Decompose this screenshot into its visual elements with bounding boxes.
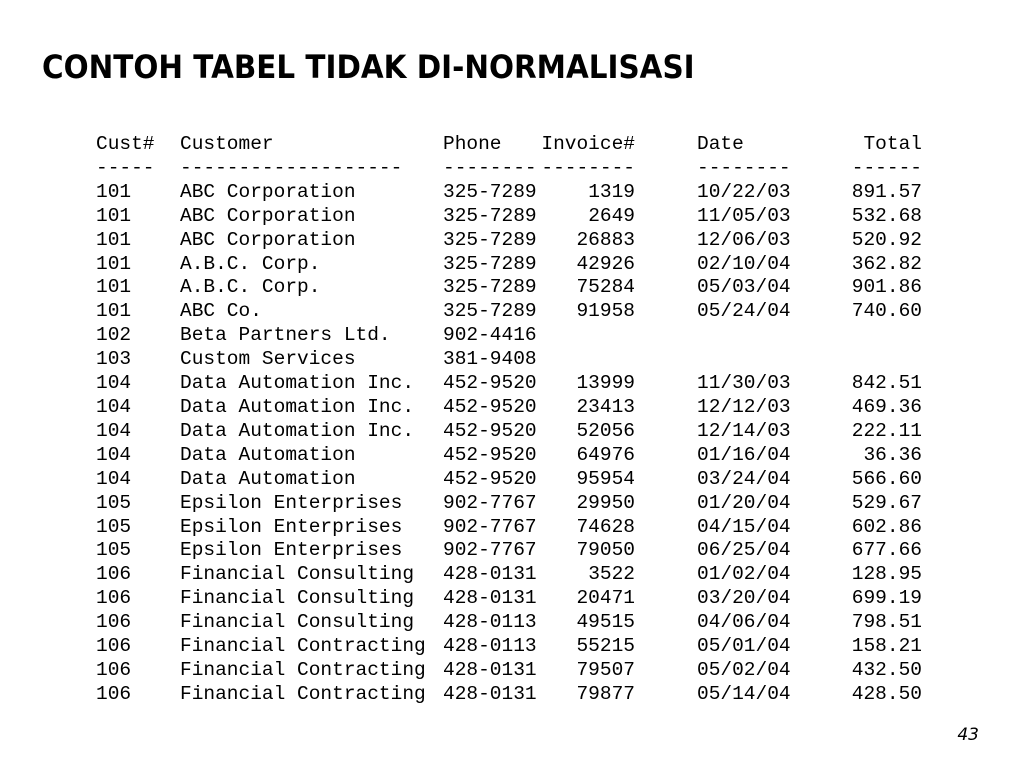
cell-cust: 105	[96, 539, 132, 562]
cell-phone: 325-7289	[443, 204, 537, 227]
column-gap	[635, 468, 697, 492]
cell-phone: 325-7289	[443, 300, 537, 323]
cell-invoice: 79050	[576, 539, 635, 562]
invoice-table	[96, 133, 922, 707]
cell-phone: 428-0131	[443, 587, 537, 610]
cell-date: 05/01/04	[697, 635, 791, 658]
cell-date: 11/30/03	[697, 372, 791, 395]
cell-phone: 325-7289	[443, 252, 537, 275]
cell-cust: 101	[96, 252, 132, 275]
cell-date: 12/12/03	[697, 395, 791, 418]
cell-invoice: 74628	[576, 515, 635, 538]
column-gap	[635, 300, 697, 324]
cell-cust: 104	[96, 467, 132, 490]
table-row	[96, 253, 922, 277]
cell-date: 05/24/04	[697, 300, 791, 323]
cell-total: 529.67	[851, 491, 922, 514]
cell-phone: 325-7289	[443, 228, 537, 251]
cell-invoice: 29950	[576, 491, 635, 514]
cell-invoice: 3522	[588, 563, 635, 586]
cell-customer: Financial Contracting	[180, 682, 426, 705]
column-gap	[635, 205, 697, 229]
column-gap	[635, 276, 697, 300]
cell-phone: 902-7767	[443, 539, 537, 562]
cell-date: 01/02/04	[697, 563, 791, 586]
cell-date	[697, 348, 817, 372]
cell-cust: 104	[96, 372, 132, 395]
cell-cust: 103	[96, 348, 132, 371]
cell-total: 699.19	[851, 587, 922, 610]
cell-total: 842.51	[851, 372, 922, 395]
cell-phone: 428-0131	[443, 658, 537, 681]
cell-invoice: 13999	[576, 372, 635, 395]
cell-total	[817, 324, 922, 348]
column-gap	[635, 324, 697, 348]
cell-phone: 452-9520	[443, 372, 537, 395]
cell-total: 602.86	[851, 515, 922, 538]
cell-customer: Epsilon Enterprises	[180, 539, 403, 562]
cell-date: 12/14/03	[697, 419, 791, 442]
table-row	[96, 539, 922, 563]
cell-total: 901.86	[851, 276, 922, 299]
cell-total: 222.11	[851, 419, 922, 442]
column-gap	[635, 157, 697, 181]
cell-date: 12/06/03	[697, 228, 791, 251]
cell-cust: 101	[96, 276, 132, 299]
cell-total	[817, 348, 922, 372]
cell-customer: Data Automation Inc.	[180, 419, 415, 442]
table-row	[96, 205, 922, 229]
cell-date: 01/20/04	[697, 491, 791, 514]
column-gap	[635, 516, 697, 540]
cell-total: 362.82	[851, 252, 922, 275]
cell-phone: 902-7767	[443, 515, 537, 538]
table-row	[96, 683, 922, 707]
cell-invoice: 42926	[576, 252, 635, 275]
cell-date: 11/05/03	[697, 204, 791, 227]
table-header-row	[96, 133, 922, 157]
cell-cust: 104	[96, 419, 132, 442]
page-number: 43	[957, 725, 979, 745]
cell-invoice: 2649	[588, 204, 635, 227]
column-gap	[635, 396, 697, 420]
column-gap	[635, 348, 697, 372]
cell-customer: Financial Consulting	[180, 611, 415, 634]
table-separator-row	[96, 157, 922, 181]
table-row	[96, 396, 922, 420]
cell-invoice	[539, 324, 635, 348]
header-total: Total	[863, 133, 922, 155]
separator-phone: --------	[443, 156, 537, 179]
cell-customer: ABC Corporation	[180, 180, 356, 203]
table-row	[96, 468, 922, 492]
column-gap	[635, 253, 697, 277]
header-phone: Phone	[443, 133, 502, 155]
cell-date: 03/20/04	[697, 587, 791, 610]
cell-total: 520.92	[851, 228, 922, 251]
column-gap	[635, 181, 697, 205]
separator-total: ------	[851, 156, 922, 179]
cell-invoice: 79877	[576, 682, 635, 705]
column-gap	[635, 492, 697, 516]
cell-phone: 428-0131	[443, 682, 537, 705]
cell-invoice: 91958	[576, 300, 635, 323]
cell-invoice	[539, 348, 635, 372]
cell-date: 04/06/04	[697, 611, 791, 634]
table-body	[96, 181, 922, 707]
cell-customer: Custom Services	[180, 348, 356, 371]
column-gap	[635, 659, 697, 683]
column-gap	[635, 133, 697, 157]
cell-customer: Data Automation Inc.	[180, 395, 415, 418]
slide-title: CONTOH TABEL TIDAK DI-NORMALISASI	[42, 48, 695, 86]
cell-date: 06/25/04	[697, 539, 791, 562]
cell-phone: 428-0113	[443, 635, 537, 658]
column-gap	[635, 611, 697, 635]
column-gap	[635, 539, 697, 563]
cell-total: 36.36	[863, 443, 922, 466]
cell-cust: 106	[96, 611, 132, 634]
table-row	[96, 444, 922, 468]
column-gap	[635, 444, 697, 468]
cell-phone: 325-7289	[443, 276, 537, 299]
cell-customer: Financial Contracting	[180, 658, 426, 681]
cell-customer: Data Automation	[180, 443, 356, 466]
cell-customer: Epsilon Enterprises	[180, 491, 403, 514]
cell-cust: 106	[96, 635, 132, 658]
cell-invoice: 23413	[576, 395, 635, 418]
cell-cust: 106	[96, 563, 132, 586]
cell-date: 01/16/04	[697, 443, 791, 466]
cell-cust: 104	[96, 443, 132, 466]
table-row	[96, 635, 922, 659]
cell-invoice: 55215	[576, 635, 635, 658]
cell-phone: 428-0113	[443, 611, 537, 634]
cell-total: 428.50	[851, 682, 922, 705]
cell-phone: 452-9520	[443, 419, 537, 442]
cell-total: 891.57	[851, 180, 922, 203]
cell-invoice: 1319	[588, 180, 635, 203]
cell-customer: Epsilon Enterprises	[180, 515, 403, 538]
cell-total: 798.51	[851, 611, 922, 634]
cell-invoice: 95954	[576, 467, 635, 490]
cell-cust: 101	[96, 204, 132, 227]
cell-phone: 902-7767	[443, 491, 537, 514]
cell-customer: Beta Partners Ltd.	[180, 324, 391, 347]
cell-invoice: 26883	[576, 228, 635, 251]
header-customer: Customer	[180, 133, 274, 155]
cell-cust: 104	[96, 395, 132, 418]
cell-cust: 106	[96, 587, 132, 610]
column-gap	[635, 683, 697, 707]
cell-date: 05/02/04	[697, 658, 791, 681]
separator-cust: -----	[96, 156, 155, 179]
cell-total: 740.60	[851, 300, 922, 323]
table-header	[96, 133, 922, 181]
cell-phone: 325-7289	[443, 180, 537, 203]
header-date: Date	[697, 133, 744, 155]
cell-invoice: 52056	[576, 419, 635, 442]
cell-total: 566.60	[851, 467, 922, 490]
cell-customer: Data Automation	[180, 467, 356, 490]
cell-date: 05/14/04	[697, 682, 791, 705]
table-row	[96, 348, 922, 372]
cell-phone: 452-9520	[443, 467, 537, 490]
cell-phone: 902-4416	[443, 324, 537, 347]
cell-phone: 428-0131	[443, 563, 537, 586]
table-row	[96, 563, 922, 587]
cell-customer: Financial Contracting	[180, 635, 426, 658]
cell-date: 02/10/04	[697, 252, 791, 275]
cell-cust: 106	[96, 658, 132, 681]
cell-invoice: 75284	[576, 276, 635, 299]
cell-customer: ABC Corporation	[180, 204, 356, 227]
cell-invoice: 64976	[576, 443, 635, 466]
cell-total: 158.21	[851, 635, 922, 658]
column-gap	[635, 563, 697, 587]
column-gap	[635, 635, 697, 659]
cell-date: 10/22/03	[697, 180, 791, 203]
cell-cust: 102	[96, 324, 132, 347]
table-row	[96, 229, 922, 253]
cell-cust: 106	[96, 682, 132, 705]
column-gap	[635, 587, 697, 611]
table-row	[96, 372, 922, 396]
cell-customer: Financial Consulting	[180, 587, 415, 610]
cell-date: 05/03/04	[697, 276, 791, 299]
table-row	[96, 420, 922, 444]
table-row	[96, 300, 922, 324]
cell-invoice: 79507	[576, 658, 635, 681]
cell-customer: Financial Consulting	[180, 563, 415, 586]
cell-cust: 101	[96, 180, 132, 203]
header-cust: Cust#	[96, 133, 155, 155]
cell-total: 469.36	[851, 395, 922, 418]
column-gap	[635, 372, 697, 396]
separator-invoice: --------	[541, 156, 635, 179]
column-gap	[635, 229, 697, 253]
cell-customer: ABC Co.	[180, 300, 262, 323]
cell-date: 04/15/04	[697, 515, 791, 538]
header-invoice: Invoice#	[541, 133, 635, 155]
cell-cust: 101	[96, 228, 132, 251]
cell-invoice: 20471	[576, 587, 635, 610]
separator-customer: -------------------	[180, 156, 403, 179]
cell-total: 432.50	[851, 658, 922, 681]
cell-cust: 101	[96, 300, 132, 323]
cell-invoice: 49515	[576, 611, 635, 634]
separator-date: --------	[697, 156, 791, 179]
cell-total: 128.95	[851, 563, 922, 586]
column-gap	[635, 420, 697, 444]
table-row	[96, 659, 922, 683]
cell-cust: 105	[96, 515, 132, 538]
table-row	[96, 587, 922, 611]
cell-total: 532.68	[851, 204, 922, 227]
cell-date	[697, 324, 817, 348]
cell-customer: Data Automation Inc.	[180, 372, 415, 395]
table-row	[96, 492, 922, 516]
table-row	[96, 276, 922, 300]
cell-customer: A.B.C. Corp.	[180, 276, 321, 299]
cell-phone: 452-9520	[443, 395, 537, 418]
cell-phone: 381-9408	[443, 348, 537, 371]
cell-cust: 105	[96, 491, 132, 514]
table-row	[96, 516, 922, 540]
table-row	[96, 181, 922, 205]
cell-total: 677.66	[851, 539, 922, 562]
cell-customer: ABC Corporation	[180, 228, 356, 251]
cell-date: 03/24/04	[697, 467, 791, 490]
cell-customer: A.B.C. Corp.	[180, 252, 321, 275]
cell-phone: 452-9520	[443, 443, 537, 466]
table-row	[96, 324, 922, 348]
table-row	[96, 611, 922, 635]
